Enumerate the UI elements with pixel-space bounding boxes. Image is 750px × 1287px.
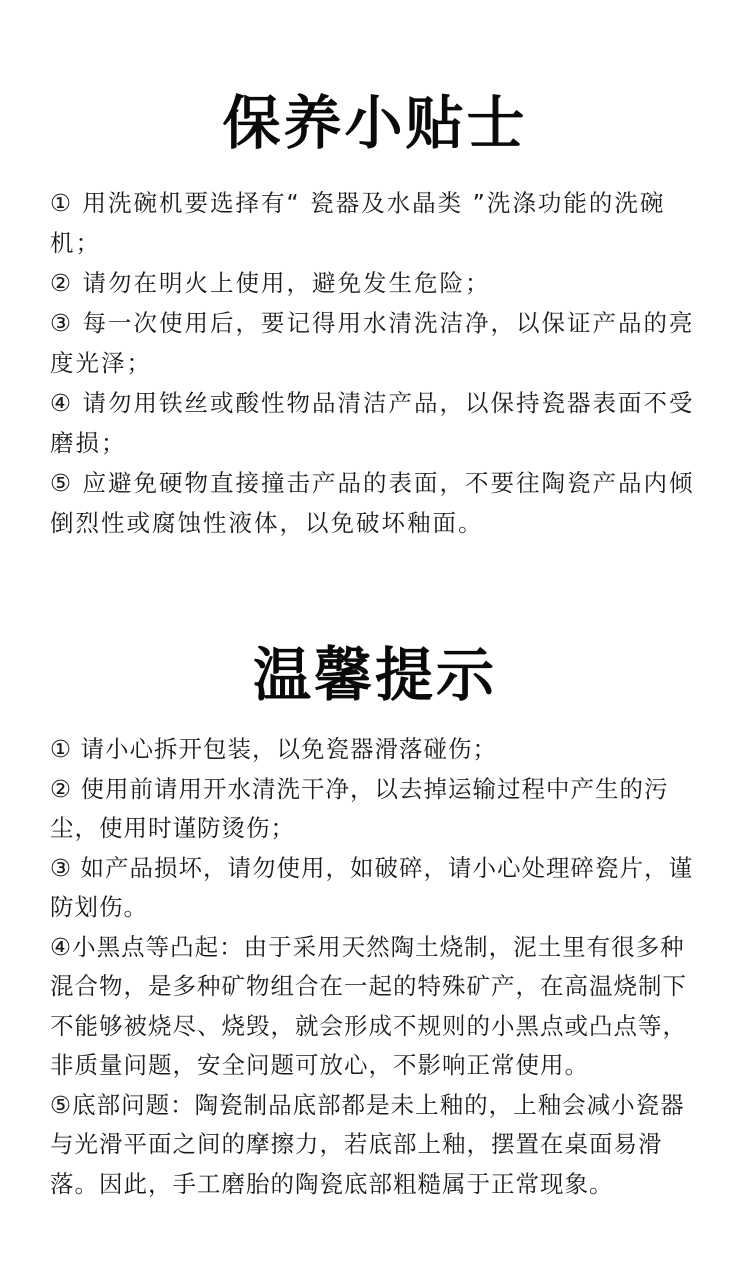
warm-tip-item: ③ 如产品损坏，请勿使用，如破碎，请小心处理碎瓷片，谨防划伤。 — [50, 853, 694, 921]
warm-tips-list — [50, 730, 702, 1204]
care-tip-item: ③ 每一次使用后，要记得用水清洗洁净，以保证产品的亮度光泽； — [50, 309, 695, 377]
warm-tip-item: ② 使用前请用开水清洗干净，以去掉运输过程中产生的污尘，使用时谨防烫伤； — [50, 774, 669, 842]
care-tip-item: ① 用洗碗机要选择有“ 瓷器及水晶类 ”洗涤功能的洗碗机； — [50, 189, 666, 257]
warm-tips-title: 温馨提示 — [252, 641, 497, 709]
care-tips-title: 保养小贴士 — [222, 89, 528, 157]
care-tip-item: ② 请勿在明火上使用，避免发生危险； — [50, 269, 491, 297]
warm-tip-item: ④小黑点等凸起：由于采用天然陶土烧制，泥土里有很多种混合物，是多种矿物组合在一起的特殊矿产，在高温烧制下不能够被烧尽、烧毁，就会形成不规则的小黑点或凸点等，非质量问题，安全问题可放心，不影响正常使用。 — [50, 932, 687, 1079]
warm-tip-item: ① 请小心拆开包装，以免瓷器滑落碰伤； — [50, 735, 498, 763]
care-tip-item: ④ 请勿用铁丝或酸性物品清洁产品，以保持瓷器表面不受磨损； — [50, 389, 695, 457]
warm-tip-item: ⑤底部问题：陶瓷制品底部都是未上釉的，上釉会减小瓷器与光滑平面之间的摩擦力，若底部上釉，摆置在桌面易滑落。因此，手工磨胎的陶瓷底部粗糙属于正常现象。 — [50, 1090, 685, 1198]
care-tip-item: ⑤ 应避免硬物直接撞击产品的表面，不要往陶瓷产品内倾倒烈性或腐蚀性液体，以免破坏釉面。 — [50, 469, 695, 537]
care-tips-list — [50, 183, 702, 543]
